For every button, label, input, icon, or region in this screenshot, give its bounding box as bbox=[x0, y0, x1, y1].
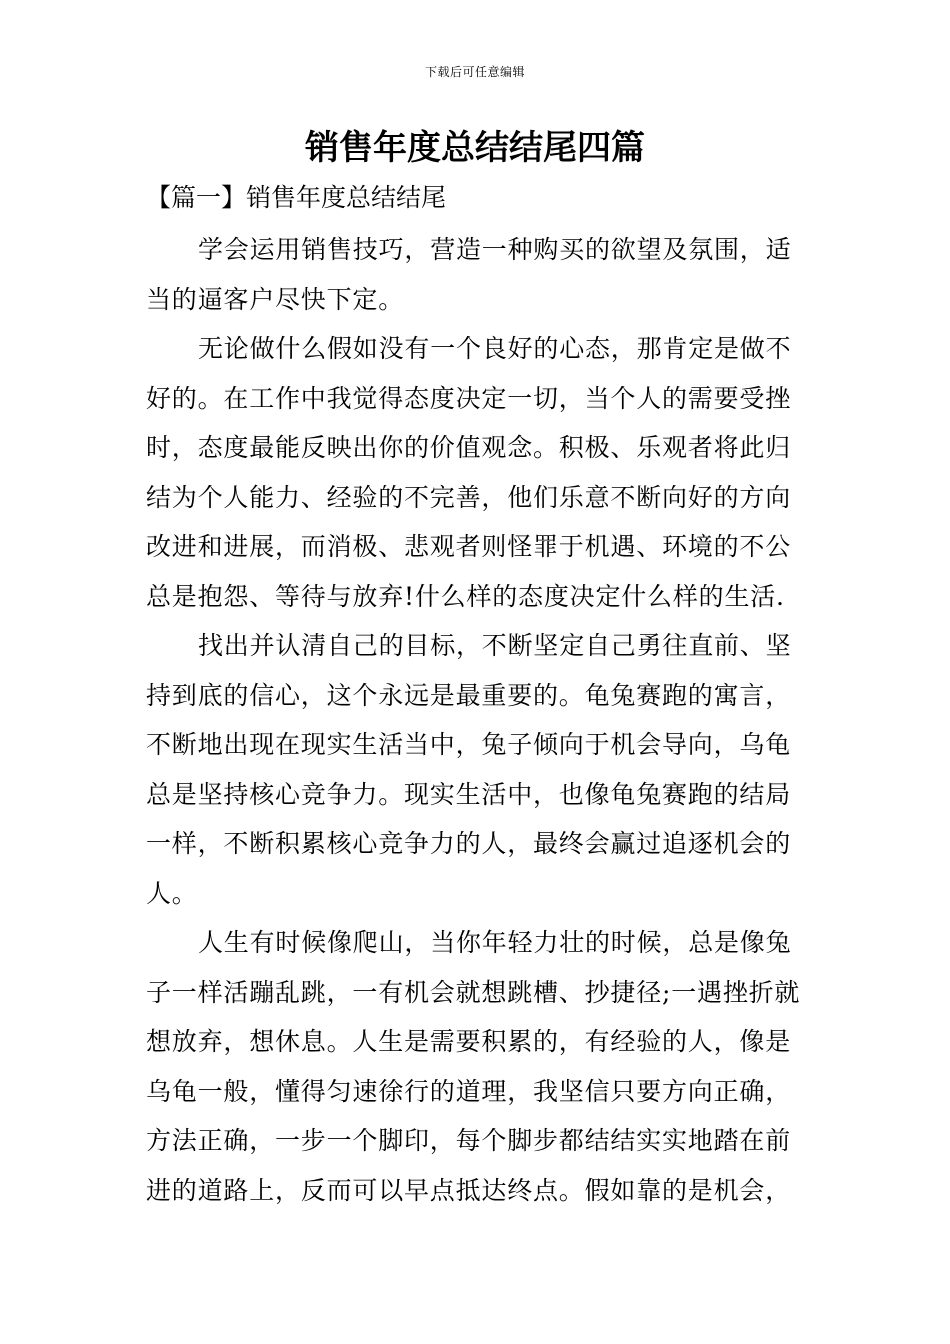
text-line: 子一样活蹦乱跳，一有机会就想跳槽、抄捷径;一遇挫折就 bbox=[146, 977, 801, 1007]
body-text bbox=[146, 225, 806, 1215]
text-line: 乌龟一般，懂得匀速徐行的道理，我坚信只要方向正确， bbox=[146, 1076, 792, 1106]
section-heading: 【篇一】销售年度总结结尾 bbox=[146, 183, 447, 212]
header-note: 下载后可任意编辑 bbox=[424, 65, 525, 79]
text-line: 持到底的信心，这个永远是最重要的。龟兔赛跑的寓言， bbox=[146, 680, 792, 710]
text-line: 人生有时候像爬山，当你年轻力壮的时候，总是像兔 bbox=[198, 928, 792, 957]
text-line: 不断地出现在现实生活当中，兔子倾向于机会导向，乌龟 bbox=[146, 730, 792, 759]
text-line: 时，态度最能反映出你的价值观念。积极、乐观者将此归 bbox=[146, 433, 792, 462]
text-line: 改进和进展，而消极、悲观者则怪罪于机遇、环境的不公 bbox=[146, 532, 792, 561]
paragraph-3 bbox=[146, 621, 806, 918]
text-line: 结为个人能力、经验的不完善，他们乐意不断向好的方向 bbox=[146, 482, 792, 512]
text-line: 想放弃，想休息。人生是需要积累的，有经验的人，像是 bbox=[146, 1027, 792, 1056]
document-title: 销售年度总结结尾四篇 bbox=[305, 128, 645, 168]
text-line: 当的逼客户尽快下定。 bbox=[146, 284, 405, 314]
text-line: 方法正确，一步一个脚印，每个脚步都结结实实地踏在前 bbox=[146, 1126, 792, 1155]
text-line: 人。 bbox=[146, 878, 198, 908]
text-line: 总是抱怨、等待与放弃!什么样的态度决定什么样的生活. bbox=[146, 581, 785, 611]
text-line: 找出并认清自己的目标，不断坚定自己勇往直前、坚 bbox=[198, 631, 792, 660]
paragraph-2 bbox=[146, 324, 806, 621]
paragraph-4 bbox=[146, 918, 806, 1215]
text-line: 学会运用销售技巧，营造一种购买的欲望及氛围，适 bbox=[198, 235, 792, 264]
paragraph-1 bbox=[146, 225, 806, 324]
text-line: 一样，不断积累核心竞争力的人，最终会赢过追逐机会的 bbox=[146, 829, 792, 858]
text-line: 无论做什么假如没有一个良好的心态，那肯定是做不 bbox=[198, 334, 792, 363]
text-line: 进的道路上，反而可以早点抵达终点。假如靠的是机会， bbox=[146, 1175, 792, 1205]
text-line: 总是坚持核心竞争力。现实生活中，也像龟兔赛跑的结局 bbox=[146, 779, 792, 809]
text-line: 好的。在工作中我觉得态度决定一切，当个人的需要受挫 bbox=[146, 383, 792, 413]
